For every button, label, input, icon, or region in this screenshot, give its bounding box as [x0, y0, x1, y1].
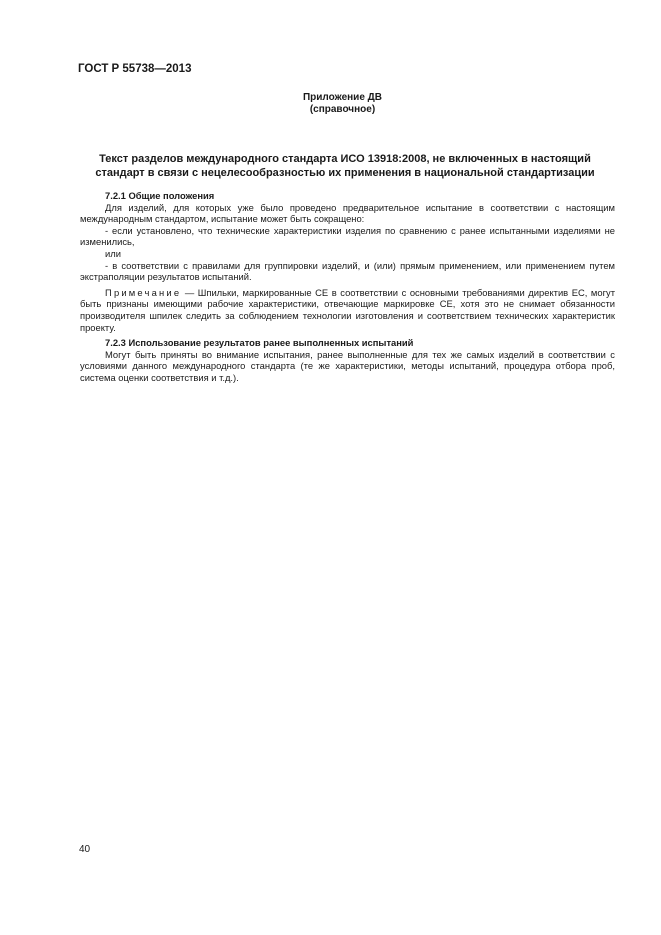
or-text: или — [105, 247, 121, 259]
document-id: ГОСТ Р 55738—2013 — [78, 63, 192, 75]
section-heading — [82, 152, 608, 180]
heading-line-2: стандарт в связи с нецелесообразностью их применения в национальной стандартизации — [95, 167, 595, 179]
section-723-paragraph: Могут быть приняты во внимание испытания, ранее выполненные для тех же самых изделий в соответствии с условиями данного международного стандарта (те же характеристики, методы испытаний, процедура отбора проб, система оценки соответствия и т.д.). — [80, 348, 615, 383]
annex-subtitle: (справочное) — [309, 104, 376, 115]
section-721-title: 7.2.1 Общие положения — [105, 190, 215, 201]
list-item-2: - в соответствии с правилами для группировки изделий, и (или) прямым применением, или применением путем экстраполяции результатов испытаний. — [80, 259, 615, 283]
annex-header — [0, 92, 661, 116]
document-body — [80, 190, 615, 384]
list-item-1: - если установлено, что технические характеристики изделия по сравнению с ранее испытанными изделиями не изменились, — [80, 224, 615, 248]
note — [80, 287, 615, 333]
section-723-title: 7.2.3 Использование результатов ранее выполненных испытаний — [105, 337, 414, 349]
annex-title: Приложение ДВ — [302, 92, 383, 103]
heading-line-1: Текст разделов международного стандарта ИСО 13918:2008, не включенных в настоящий — [99, 153, 591, 165]
note-text: — Шпильки, маркированные CE в соответствии с основными требованиями директив ЕС, могут быть признаны имеющими рабочие характеристики, отвечающие маркировке CE, хотя это не снимает обязанности производителя шпилек следить за соблюдением технологии изготовления и соответствием технических характеристик проекту. — [80, 286, 615, 333]
section-721-paragraph: Для изделий, для которых уже было проведено предварительное испытание в соответствии с настоящим международным стандартом, испытание может быть сокращено: — [80, 201, 615, 225]
note-label: Примечание — [105, 286, 182, 298]
page-number: 40 — [79, 844, 91, 855]
